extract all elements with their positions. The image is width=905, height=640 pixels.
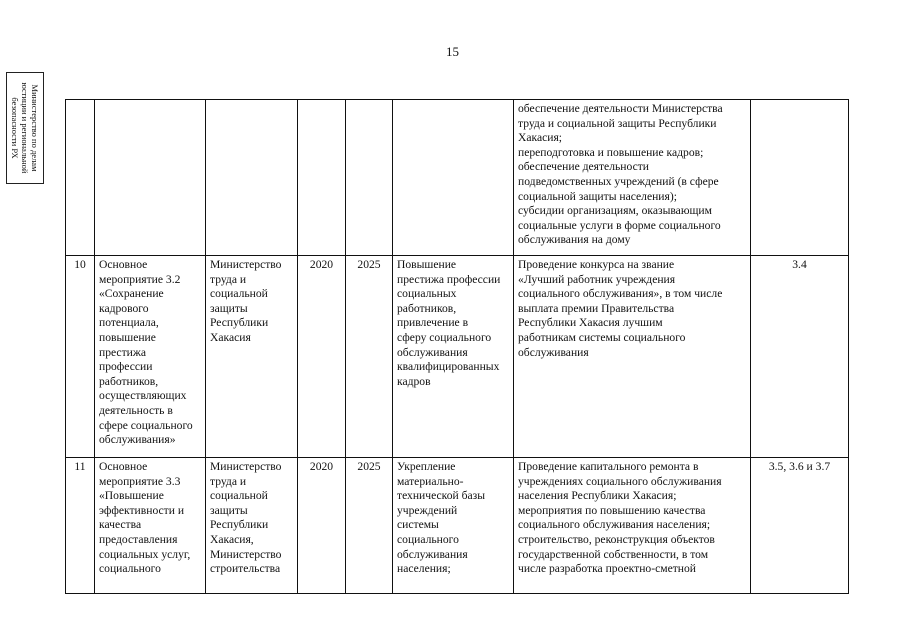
end-year: 2025	[346, 458, 393, 594]
program-table	[65, 99, 849, 594]
page-number: 15	[446, 44, 459, 59]
directions: обеспечение деятельности Министерства труда и социальной защиты Республики Хакасия; переподготовка и повышение кадров; обеспечение деятельности подведомственных учреждений (в сфере социальной защиты населения); субсидии организациям, оказывающим социальные услуги в форме социального обслуживания на дому	[514, 100, 751, 256]
indicators: 3.4	[751, 256, 849, 458]
start-year: 2020	[298, 256, 346, 458]
row-number: 11	[66, 458, 95, 594]
directions: Проведение конкурса на звание «Лучший работник учреждения социального обслуживания», в том числе выплата премии Правительства Республики Хакасия лучшим работникам системы социального обслуживания	[514, 256, 751, 458]
registration-stamp	[6, 72, 44, 184]
row-number: 10	[66, 256, 95, 458]
expected-result: Укрепление материально- технической базы учреждений системы социального обслуживания населения;	[393, 458, 514, 594]
event-name: Основное мероприятие 3.2 «Сохранение кадрового потенциала, повышение престижа профессии работников, осуществляющих деятельность в сфере социального обслуживания»	[95, 256, 206, 458]
end-year: 2025	[346, 256, 393, 458]
directions: Проведение капитального ремонта в учреждениях социального обслуживания населения Республики Хакасия; мероприятия по повышению качества социального обслуживания населения; строительство, реконструкция объектов государственной собственности, в том числе разработка проектно-сметной	[514, 458, 751, 594]
start-year: 2020	[298, 458, 346, 594]
row-number	[66, 100, 95, 256]
start-year	[298, 100, 346, 256]
table-row	[66, 256, 849, 458]
end-year	[346, 100, 393, 256]
indicators: 3.5, 3.6 и 3.7	[751, 458, 849, 594]
table-row	[66, 458, 849, 594]
expected-result	[393, 100, 514, 256]
stamp-text: Министерство по делам юстиции и региональной безопасности РХ	[10, 82, 40, 174]
event-name	[95, 100, 206, 256]
executor	[206, 100, 298, 256]
indicators	[751, 100, 849, 256]
executor: Министерство труда и социальной защиты Республики Хакасия, Министерство строительства	[206, 458, 298, 594]
expected-result: Повышение престижа профессии социальных работников, привлечение в сферу социального обслуживания квалифицированных кадров	[393, 256, 514, 458]
event-name: Основное мероприятие 3.3 «Повышение эффективности и качества предоставления социальных услуг, социального	[95, 458, 206, 594]
executor: Министерство труда и социальной защиты Республики Хакасия	[206, 256, 298, 458]
table-row	[66, 100, 849, 256]
